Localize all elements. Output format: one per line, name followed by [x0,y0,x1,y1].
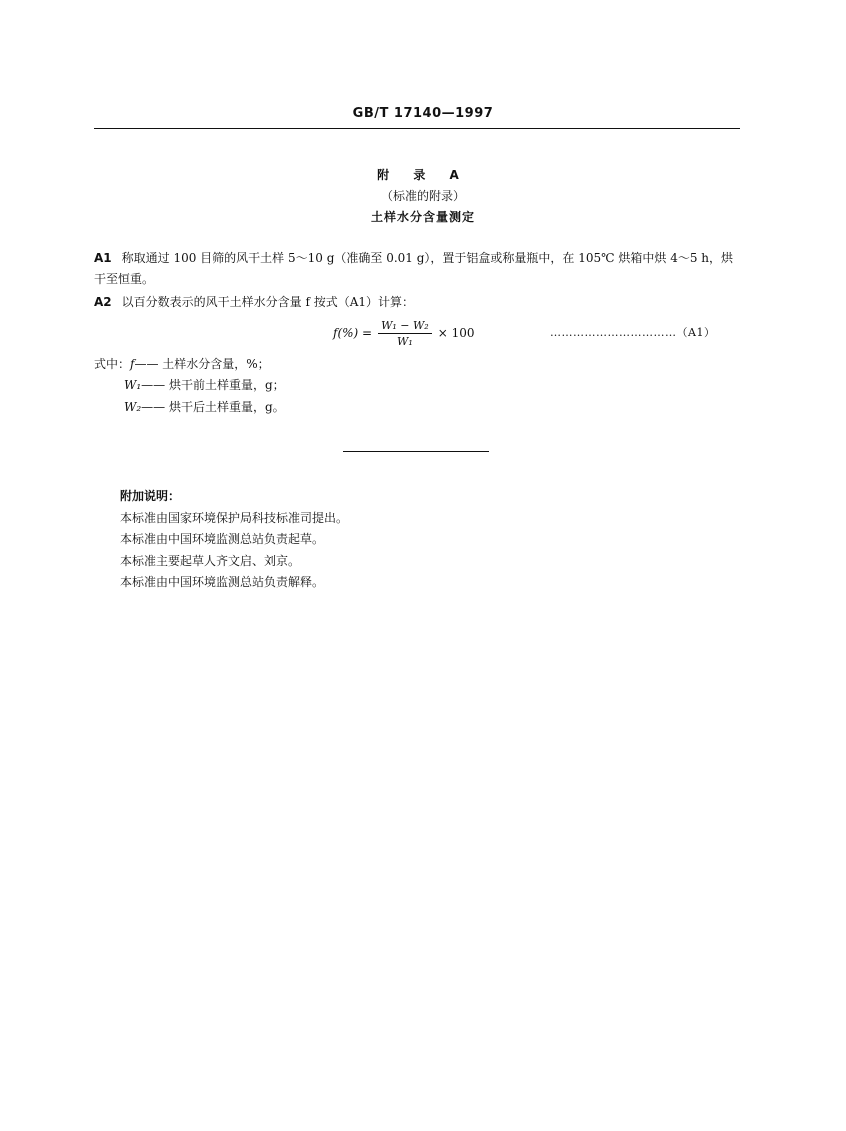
formula-denominator: W₁ [397,334,413,348]
notes-title: 附加说明： [120,489,181,503]
clause-a1-text: 称取通过 100 目筛的风干土样 5～10 g（准确至 0.01 g），置于铝盒或称量瓶中，在 105℃ 烘箱中烘 4～5 h，烘干至恒重。 [94,251,734,286]
where-symbol-w1: W₁ [124,378,142,392]
formula-lhs: f(%) = [333,326,373,340]
clause-a1-label: A1 [94,251,112,265]
appendix-label: 附 录 A [377,168,469,182]
where-line-f [94,354,270,375]
moisture-formula [333,316,475,350]
where-symbol-w2: W₂ [124,400,142,414]
formula-numerator: W₁ − W₂ [378,319,432,334]
clause-a1 [94,248,740,290]
formula-fraction [378,319,432,348]
where-desc-w1: —— 烘干前土样重量，g； [141,378,285,392]
where-line-w2 [124,397,285,418]
clause-a2-label: A2 [94,295,112,309]
additional-notes [120,486,348,594]
standard-number-header: GB/T 17140—1997 [352,106,494,121]
equation-number: ……………………………（A1） [550,326,716,339]
clause-a2 [94,292,740,313]
where-line-w1 [124,375,285,396]
where-symbol-f: f [130,357,135,371]
notes-line: 本标准主要起草人齐文启、刘京。 [120,553,301,568]
notes-line: 本标准由国家环境保护局科技标准司提出。 [120,510,349,525]
where-desc-f: —— 土样水分含量，%； [134,357,270,371]
clause-a2-text: 以百分数表示的风干土样水分含量 f 按式（A1）计算： [121,295,415,309]
appendix-title: 土样水分含量测定 [370,210,475,224]
where-intro: 式中： [94,357,131,371]
end-rule [343,451,489,452]
header-rule [94,128,740,129]
notes-line: 本标准由中国环境监测总站负责解释。 [120,575,325,589]
appendix-type: （标准的附录） [380,189,465,203]
notes-line: 本标准由中国环境监测总站负责起草。 [120,532,325,546]
formula-factor: × 100 [437,326,475,340]
where-desc-w2: —— 烘干后土样重量，g。 [141,400,285,414]
